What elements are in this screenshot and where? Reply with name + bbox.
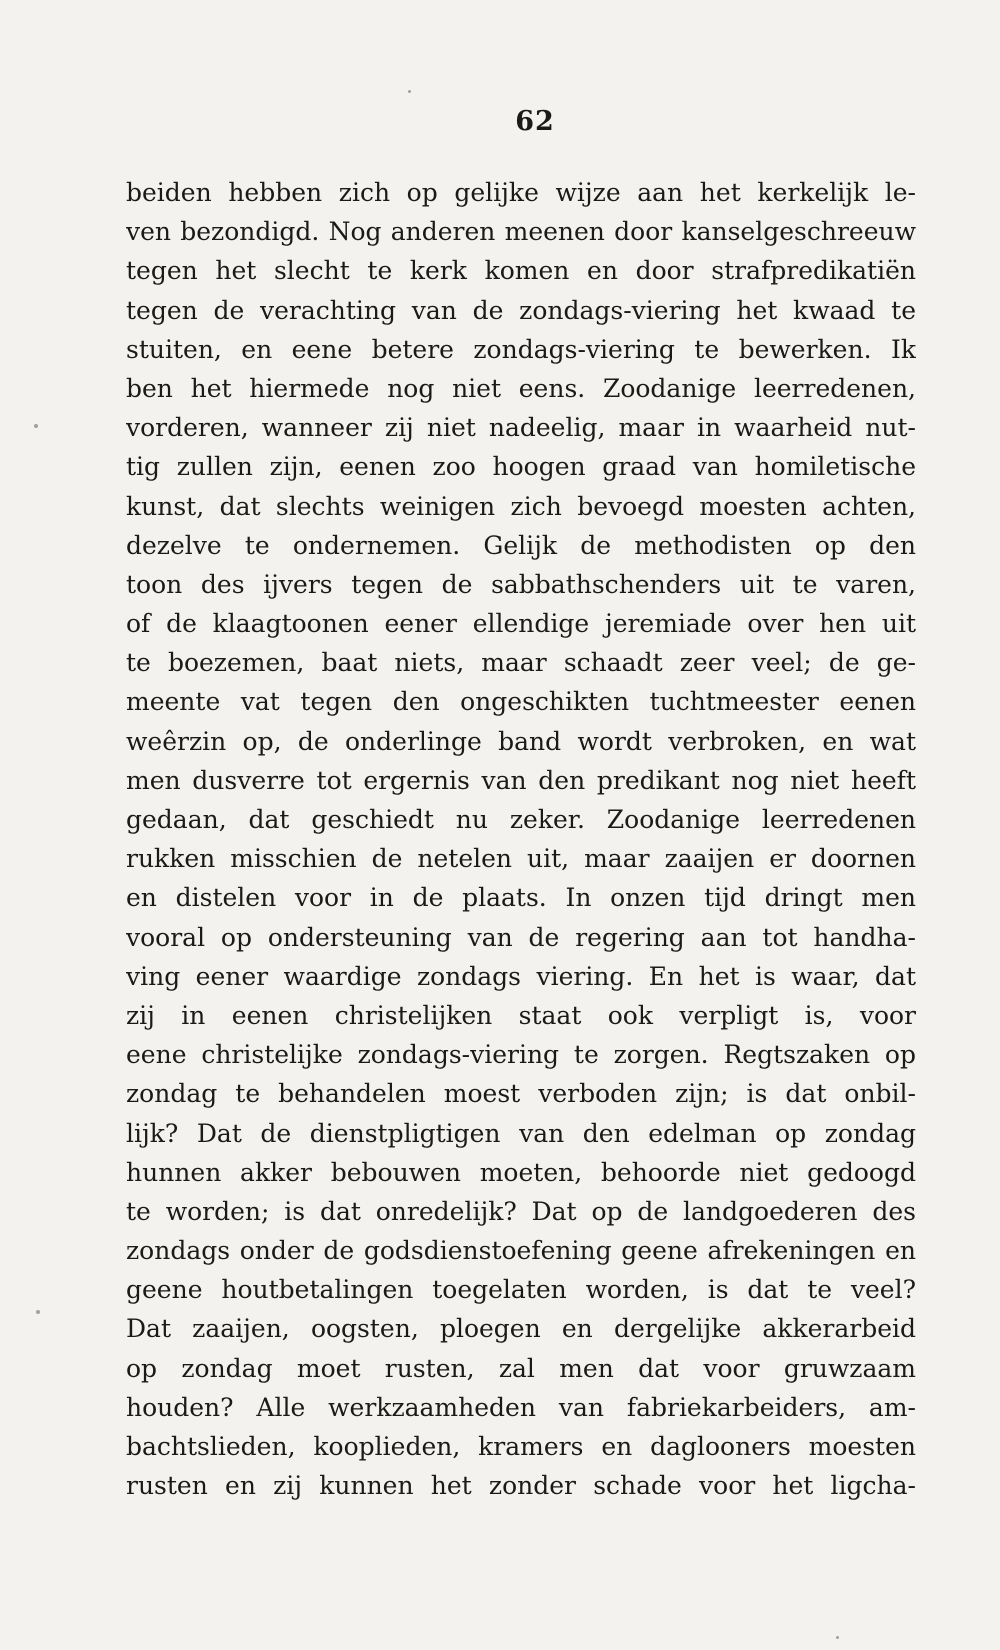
- text-line: houden? Alle werkzaamheden van fabriekarbeiders, am-: [126, 1392, 916, 1422]
- text-line: vorderen, wanneer zij niet nadeelig, maar in waarheid nut-: [126, 413, 916, 443]
- text-line: en distelen voor in de plaats. In onzen tijd dringt men: [126, 883, 916, 913]
- text-line: beiden hebben zich op gelijke wijze aan het kerkelijk le-: [126, 178, 916, 207]
- text-line: lijk? Dat de dienstpligtigen van den edelman op zondag: [126, 1118, 916, 1148]
- text-line: vooral op ondersteuning van de regering aan tot handha-: [126, 922, 916, 952]
- text-line: tig zullen zijn, eenen zoo hoogen graad van homiletische: [126, 452, 916, 482]
- body-text: [126, 173, 916, 1505]
- text-line: dezelve te ondernemen. Gelijk de methodisten op den: [126, 530, 916, 560]
- text-line: tegen de verachting van de zondags-viering het kwaad te: [126, 295, 916, 325]
- text-line: ven bezondigd. Nog anderen meenen door kanselgeschreeuw: [126, 217, 916, 247]
- text-line: te worden; is dat onredelijk? Dat op de landgoederen des: [126, 1196, 916, 1226]
- text-line: stuiten, en eene betere zondags-viering te bewerken. Ik: [126, 334, 916, 364]
- text-line: rusten en zij kunnen het zonder schade voor het ligcha-: [126, 1471, 916, 1501]
- text-line: men dusverre tot ergernis van den predikant nog niet heeft: [126, 765, 916, 795]
- text-line: tegen het slecht te kerk komen en door strafpredikatiën: [126, 256, 916, 286]
- text-line: zij in eenen christelijken staat ook verpligt is, voor: [126, 1000, 916, 1030]
- text-line: zondags onder de godsdienstoefening geene afrekeningen en: [126, 1236, 916, 1266]
- text-line: eene christelijke zondags-viering te zorgen. Regtszaken op: [126, 1040, 916, 1070]
- text-line: bachtslieden, kooplieden, kramers en daglooners moesten: [126, 1432, 916, 1461]
- text-line: gedaan, dat geschiedt nu zeker. Zoodanige leerredenen: [126, 805, 916, 834]
- text-line: meente vat tegen den ongeschikten tuchtmeester eenen: [126, 687, 916, 717]
- text-line: zondag te behandelen moest verboden zijn; is dat onbil-: [126, 1079, 916, 1109]
- paper-speck: [34, 424, 38, 428]
- text-line: rukken misschien de netelen uit, maar zaaijen er doornen: [126, 844, 916, 874]
- text-line: weêrzin op, de onderlinge band wordt verbroken, en wat: [126, 726, 916, 756]
- text-line: ben het hiermede nog niet eens. Zoodanige leerredenen,: [126, 373, 916, 403]
- paper-speck: [836, 1636, 839, 1639]
- paper-speck: [408, 90, 411, 93]
- text-line: op zondag moet rusten, zal men dat voor gruwzaam: [126, 1353, 916, 1383]
- text-line: hunnen akker bebouwen moeten, behoorde niet gedoogd: [126, 1157, 916, 1187]
- text-line: ving eener waardige zondags viering. En het is waar, dat: [126, 961, 916, 991]
- paper-speck: [36, 1310, 40, 1314]
- text-line: te boezemen, baat niets, maar schaadt zeer veel; de ge-: [126, 648, 916, 678]
- text-line: kunst, dat slechts weinigen zich bevoegd moesten achten,: [126, 491, 916, 521]
- text-line: Dat zaaijen, oogsten, ploegen en dergelijke akkerarbeid: [126, 1314, 916, 1344]
- text-line: geene houtbetalingen toegelaten worden, is dat te veel?: [126, 1275, 916, 1305]
- text-line: toon des ijvers tegen de sabbathschenders uit te varen,: [126, 569, 916, 599]
- page-number: 62: [515, 106, 555, 137]
- text-line: of de klaagtoonen eener ellendige jeremiade over hen uit: [126, 609, 916, 639]
